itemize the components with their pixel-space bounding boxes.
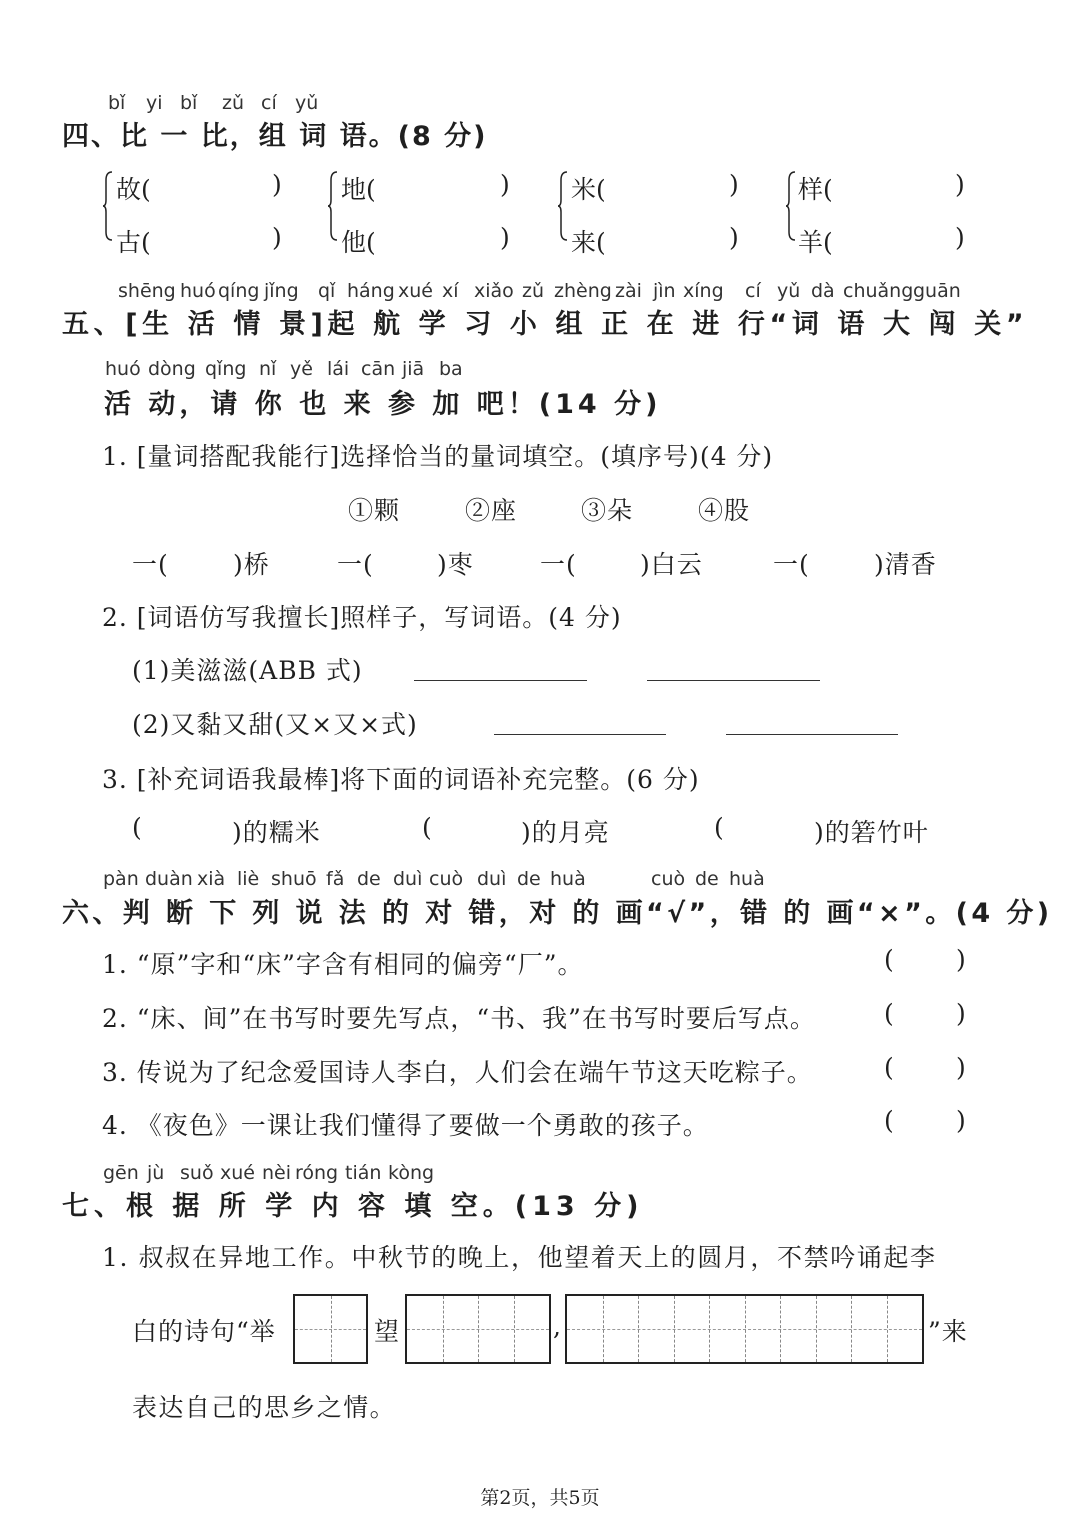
pinyin: de (517, 868, 541, 890)
word-pair-bottom: 古( (116, 228, 151, 257)
pinyin: liè (237, 868, 260, 890)
pinyin: cān (361, 358, 396, 380)
section-4-title: 四、比 一 比，组 词 语。(8 分) (62, 121, 488, 152)
pinyin: bǐ (180, 92, 198, 114)
paren-close: ) (500, 170, 510, 199)
pinyin: cuò (651, 868, 686, 890)
pinyin: shuō (271, 868, 317, 890)
pinyin: xíng (683, 280, 724, 302)
blank-close: )桥 (233, 550, 270, 579)
answer-paren-open[interactable]: ( (884, 1106, 895, 1135)
pinyin: jìn (653, 280, 676, 302)
pinyin: xué (398, 280, 433, 302)
pinyin: zhèng (554, 280, 612, 302)
answer-line[interactable] (414, 680, 587, 681)
word-pair-bottom: 来( (571, 228, 606, 257)
word-pair-bottom: 羊( (798, 228, 833, 257)
paren-close: ) (955, 170, 965, 199)
blank-open: 一( (132, 550, 169, 579)
pinyin: róng (295, 1162, 339, 1184)
answer-paren-open[interactable]: ( (884, 1053, 895, 1082)
brace-icon (786, 170, 796, 242)
word-pair-top: 故( (116, 175, 151, 204)
pinyin: fǎ (326, 868, 345, 890)
pinyin: ba (439, 358, 463, 380)
pinyin: pàn (103, 868, 139, 890)
poem-char: 望 (374, 1317, 401, 1346)
blank-phrase: )的糯米 (232, 818, 321, 847)
brace-icon (103, 170, 113, 242)
pinyin: xué (220, 1162, 255, 1184)
section-7-title: 七、根 据 所 学 内 容 填 空。(13 分) (62, 1191, 644, 1222)
pinyin: cí (261, 92, 277, 114)
pinyin: xià (197, 868, 226, 890)
blank-phrase: )的箬竹叶 (814, 818, 929, 847)
paren-close: ) (272, 170, 282, 199)
word-pair-top: 地( (341, 175, 376, 204)
blank-open: ( (714, 813, 725, 842)
blank-open: ( (132, 813, 143, 842)
poem-comma: , (553, 1312, 562, 1341)
poem-line-end: 表达自己的思乡之情。 (132, 1393, 397, 1422)
section-5-title-cont: 活 动，请 你 也 来 参 加 吧！(14 分) (104, 389, 662, 420)
pinyin: zài (615, 280, 642, 302)
writing-grid[interactable] (405, 1294, 551, 1364)
answer-line[interactable] (494, 734, 666, 735)
pinyin: jiā (402, 358, 425, 380)
pinyin: xiǎo (474, 280, 514, 302)
pinyin: cuò (429, 868, 464, 890)
pinyin: dòng (148, 358, 196, 380)
blank-phrase: )的月亮 (521, 818, 610, 847)
pinyin: guān (913, 280, 961, 302)
word-pair-top: 样( (798, 175, 833, 204)
poem-suffix: ”来 (928, 1317, 968, 1346)
pinyin: jù (147, 1162, 165, 1184)
pinyin: de (695, 868, 719, 890)
answer-paren-close: ) (956, 999, 967, 1028)
question-2: 2. [词语仿写我擅长]照样子，写词语。(4 分) (102, 603, 622, 632)
pinyin: zǔ (222, 92, 245, 114)
pinyin: duì (477, 868, 507, 890)
writing-grid[interactable] (565, 1294, 924, 1364)
page-number: 第2页，共5页 (480, 1487, 600, 1509)
answer-paren-close: ) (956, 945, 967, 974)
answer-paren-open[interactable]: ( (884, 945, 895, 974)
pinyin: duì (393, 868, 423, 890)
pinyin: yǔ (777, 280, 801, 302)
paren-close: ) (729, 223, 739, 252)
word-pair-bottom: 他( (341, 228, 376, 257)
blank-close: )枣 (437, 550, 474, 579)
pinyin: xí (442, 280, 459, 302)
pinyin: yǔ (295, 92, 319, 114)
pinyin: zǔ (522, 280, 545, 302)
pinyin: qíng (218, 280, 260, 302)
q2-item-2: (2)又黏又甜(又×又×式) (132, 710, 418, 739)
brace-icon (558, 170, 568, 242)
pinyin: dà (811, 280, 835, 302)
pinyin: nǐ (259, 358, 277, 380)
pinyin: shēng (118, 280, 176, 302)
pinyin: gēn (103, 1162, 139, 1184)
blank-open: 一( (337, 550, 374, 579)
judgement-item: 3. 传说为了纪念爱国诗人李白，人们会在端午节这天吃粽子。 (102, 1058, 813, 1087)
pinyin: lái (327, 358, 350, 380)
writing-grid[interactable] (293, 1294, 368, 1364)
question-1: 1. [量词搭配我能行]选择恰当的量词填空。(填序号)(4 分) (102, 442, 774, 471)
sec7-question-1: 1. 叔叔在异地工作。中秋节的晚上，他望着天上的圆月，不禁吟诵起李 (102, 1243, 937, 1272)
option: ③朵 (581, 496, 634, 525)
pinyin: tián (345, 1162, 382, 1184)
pinyin: cí (745, 280, 761, 302)
section-5-title: 五、[生 活 情 景]起 航 学 习 小 组 正 在 进 行“词 语 大 闯 关” (62, 309, 1029, 340)
paren-close: ) (955, 223, 965, 252)
pinyin: bǐ (108, 92, 126, 114)
option: ①颗 (348, 496, 401, 525)
word-pair-top: 米( (571, 175, 606, 204)
paren-close: ) (729, 170, 739, 199)
judgement-item: 4. 《夜色》一课让我们懂得了要做一个勇敢的孩子。 (102, 1111, 709, 1140)
option: ②座 (465, 496, 518, 525)
paren-close: ) (272, 223, 282, 252)
blank-open: 一( (540, 550, 577, 579)
judgement-item: 2. “床、间”在书写时要先写点，“书、我”在书写时要后写点。 (102, 1004, 816, 1033)
paren-close: ) (500, 223, 510, 252)
section-6-title: 六、判 断 下 列 说 法 的 对 错，对 的 画“√”，错 的 画“×”。(4 分) (62, 898, 1053, 929)
answer-paren-close: ) (956, 1106, 967, 1135)
pinyin: nèi (262, 1162, 292, 1184)
answer-paren-open[interactable]: ( (884, 999, 895, 1028)
pinyin: huà (550, 868, 586, 890)
pinyin: qǐ (318, 280, 336, 302)
brace-icon (328, 170, 338, 242)
answer-paren-close: ) (956, 1053, 967, 1082)
answer-line[interactable] (647, 680, 820, 681)
pinyin: duàn (145, 868, 193, 890)
blank-close: )清香 (874, 550, 937, 579)
pinyin: de (357, 868, 381, 890)
pinyin: yě (290, 358, 313, 380)
pinyin: qǐng (205, 358, 247, 380)
blank-open: ( (422, 813, 433, 842)
pinyin: yi (146, 92, 163, 114)
q2-item-1: (1)美滋滋(ABB 式) (132, 656, 363, 685)
pinyin: jǐng (264, 280, 299, 302)
poem-prefix: 白的诗句“举 (132, 1317, 276, 1346)
pinyin: huó (105, 358, 141, 380)
answer-line[interactable] (726, 734, 898, 735)
pinyin: háng (347, 280, 395, 302)
judgement-item: 1. “原”字和“床”字含有相同的偏旁“厂”。 (102, 950, 584, 979)
pinyin: chuǎng (843, 280, 914, 302)
pinyin: huó (180, 280, 216, 302)
question-3: 3. [补充词语我最棒]将下面的词语补充完整。(6 分) (102, 765, 700, 794)
option: ④股 (698, 496, 751, 525)
pinyin: huà (729, 868, 765, 890)
pinyin: suǒ (180, 1162, 214, 1184)
blank-open: 一( (773, 550, 810, 579)
pinyin: kòng (388, 1162, 435, 1184)
blank-close: )白云 (640, 550, 703, 579)
